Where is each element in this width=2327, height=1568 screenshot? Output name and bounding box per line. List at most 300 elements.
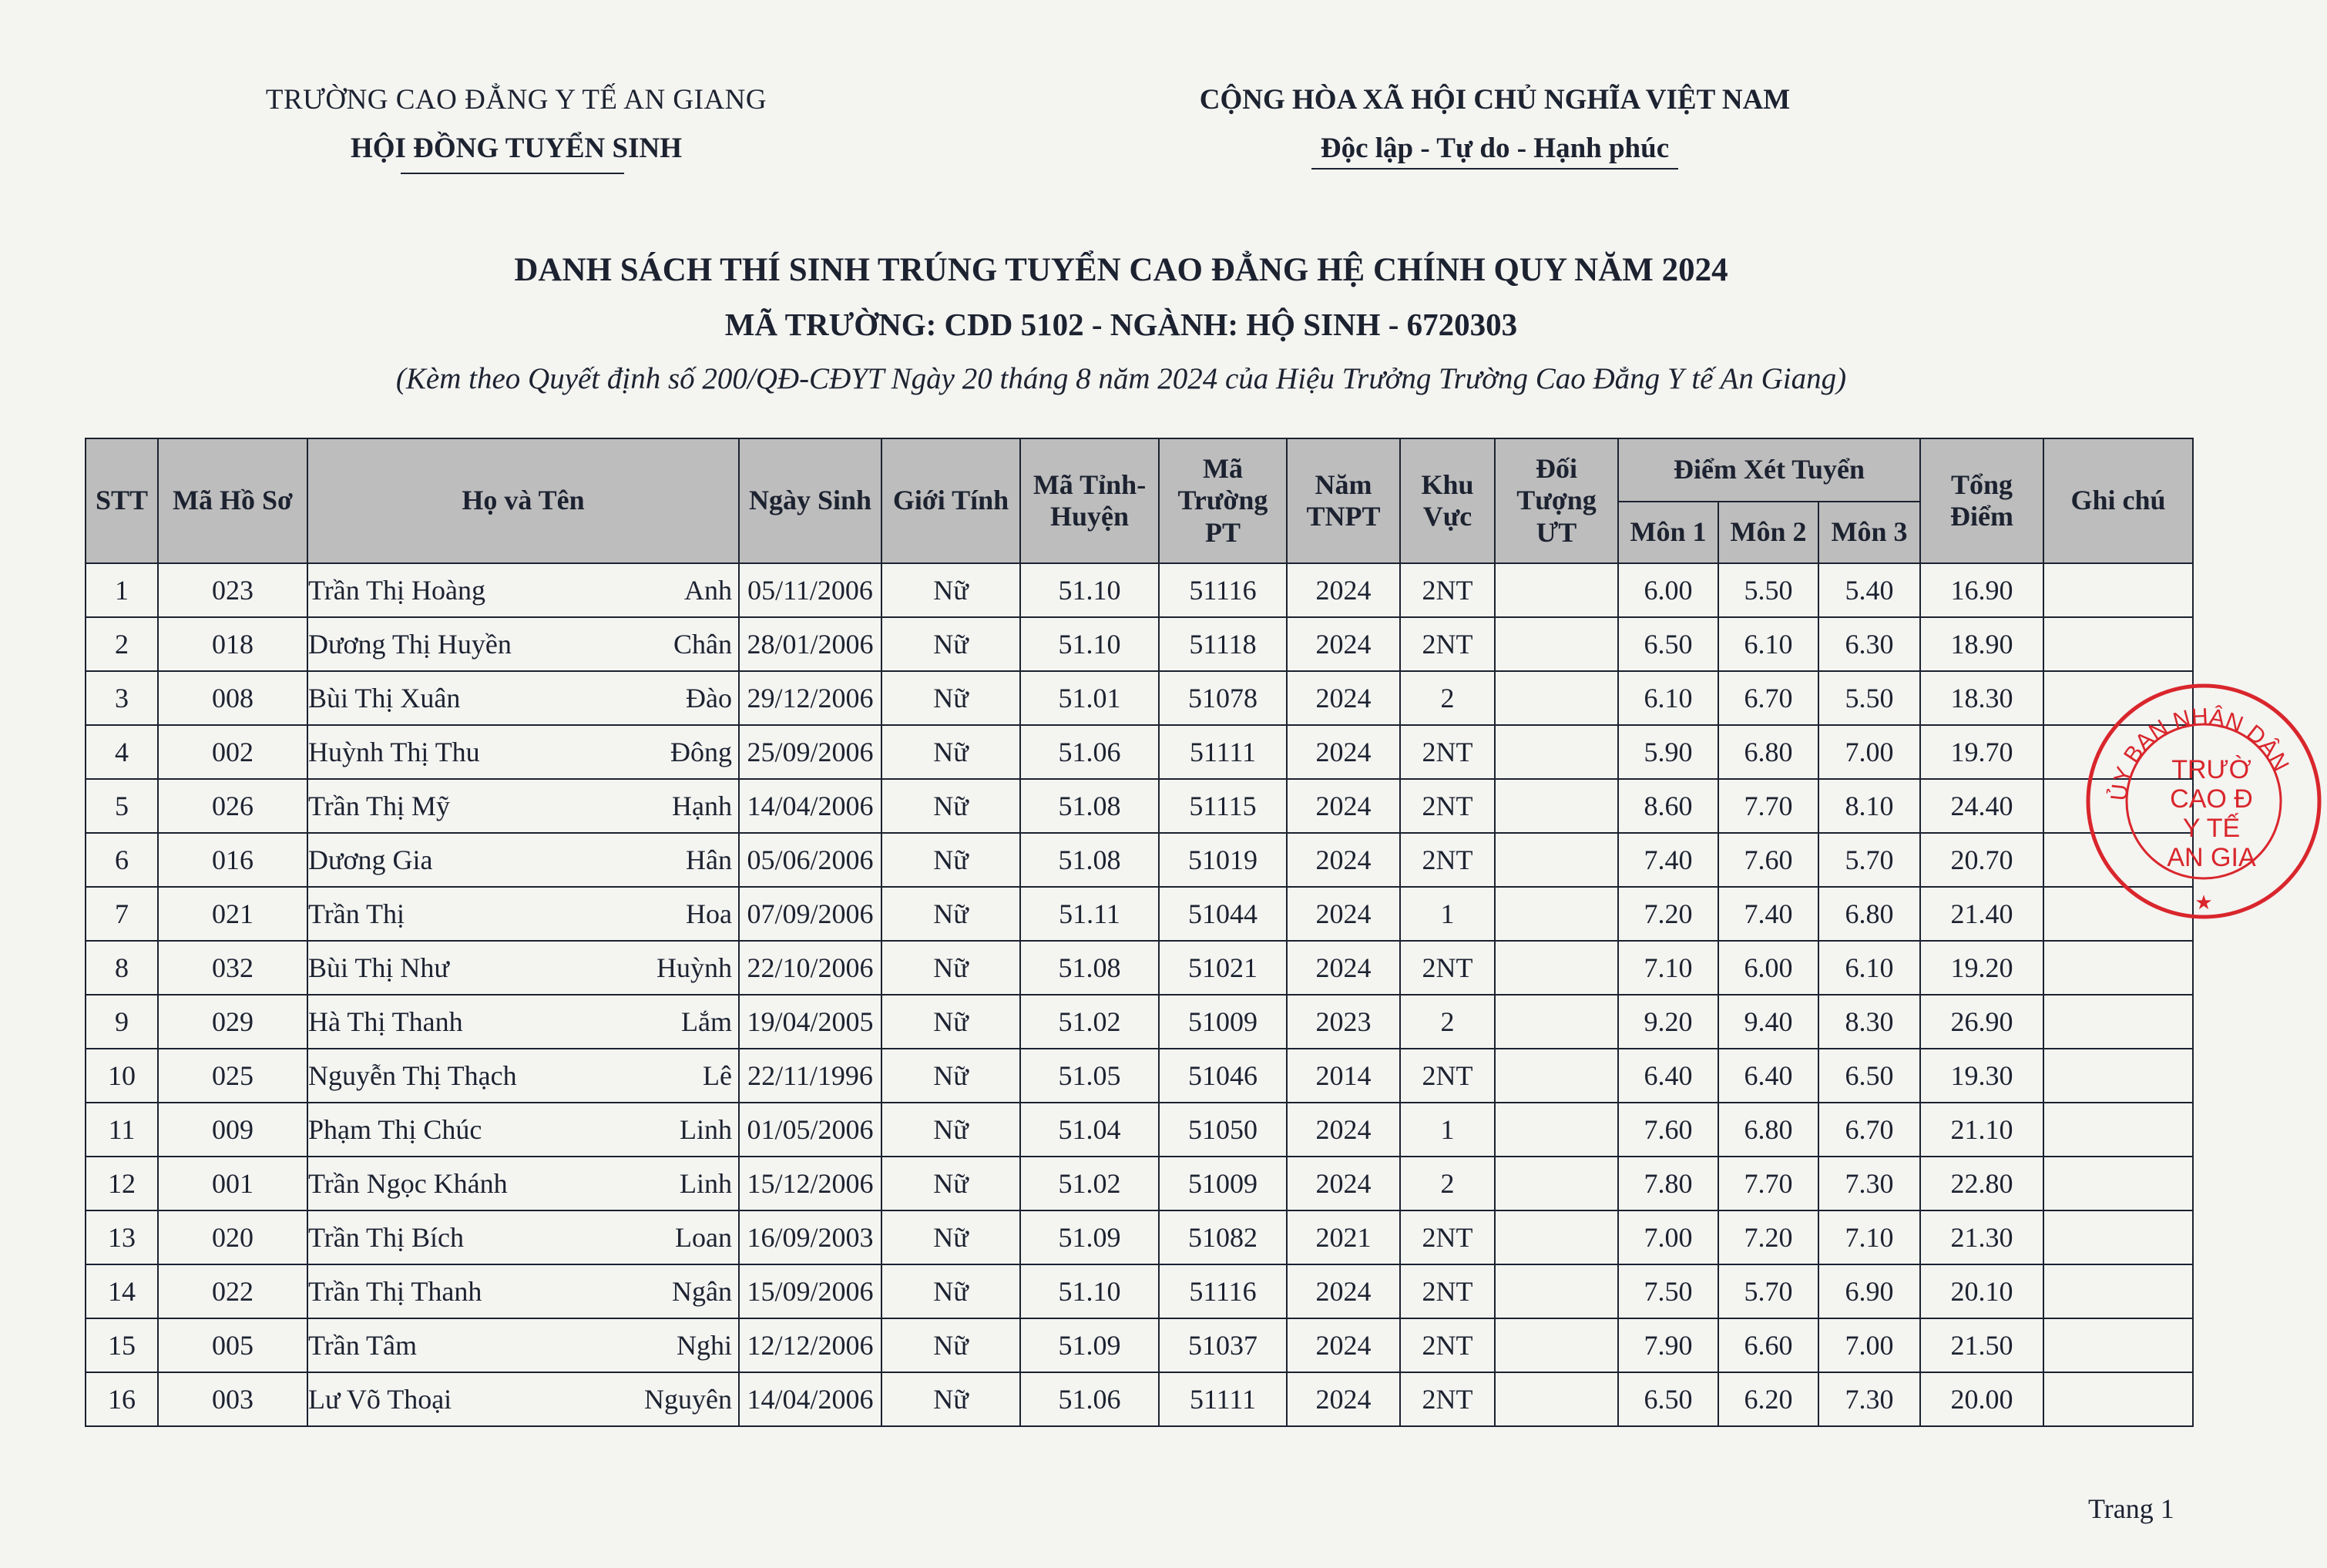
cell-priority	[1495, 563, 1618, 617]
table-row	[86, 1103, 2193, 1157]
cell-school: 51115	[1159, 779, 1287, 833]
cell-full-name	[307, 1157, 739, 1210]
cell-m1: 6.10	[1618, 671, 1718, 725]
cell-district: 51.10	[1020, 617, 1159, 671]
republic-header	[1102, 83, 1888, 170]
cell-dob: 22/11/1996	[739, 1049, 881, 1103]
admission-table	[85, 438, 2194, 1427]
col-khu-vuc: Khu Vực	[1400, 438, 1495, 563]
cell-year: 2024	[1287, 779, 1400, 833]
cell-m2: 7.70	[1718, 1157, 1818, 1210]
council-name: HỘI ĐỒNG TUYỂN SINH	[350, 133, 683, 164]
cell-district: 51.10	[1020, 1264, 1159, 1318]
cell-m3: 5.70	[1818, 833, 1920, 887]
cell-m2: 7.20	[1718, 1210, 1818, 1264]
cell-school: 51009	[1159, 995, 1287, 1049]
cell-note	[2043, 1049, 2193, 1103]
cell-full-name	[307, 1103, 739, 1157]
cell-full-name	[307, 563, 739, 617]
cell-m3: 7.00	[1818, 1318, 1920, 1372]
cell-dob: 14/04/2006	[739, 1372, 881, 1426]
cell-total: 26.90	[1920, 995, 2043, 1049]
cell-m1: 6.40	[1618, 1049, 1718, 1103]
cell-school: 51078	[1159, 671, 1287, 725]
cell-code: 003	[158, 1372, 307, 1426]
cell-total: 21.10	[1920, 1103, 2043, 1157]
cell-area: 2NT	[1400, 617, 1495, 671]
cell-district: 51.09	[1020, 1318, 1159, 1372]
cell-note	[2043, 1103, 2193, 1157]
cell-m3: 5.40	[1818, 563, 1920, 617]
table-row	[86, 617, 2193, 671]
cell-school: 51116	[1159, 563, 1287, 617]
cell-full-name	[307, 671, 739, 725]
cell-area: 2NT	[1400, 563, 1495, 617]
table-row	[86, 1210, 2193, 1264]
cell-m1: 5.90	[1618, 725, 1718, 779]
cell-school: 51116	[1159, 1264, 1287, 1318]
cell-stt: 4	[86, 725, 158, 779]
cell-stt: 12	[86, 1157, 158, 1210]
seal-line-2: CAO Đ	[2170, 784, 2253, 814]
cell-ten: Đông	[670, 737, 732, 767]
cell-dob: 15/12/2006	[739, 1157, 881, 1210]
col-gioi-tinh: Giới Tính	[881, 438, 1020, 563]
cell-ho: Trần Thị Thanh	[308, 1276, 482, 1307]
cell-sex: Nữ	[881, 671, 1020, 725]
cell-m1: 7.10	[1618, 941, 1718, 995]
cell-stt: 16	[86, 1372, 158, 1426]
cell-m3: 7.30	[1818, 1372, 1920, 1426]
school-name: TRƯỜNG CAO ĐẲNG Y TẾ AN GIANG	[265, 84, 767, 116]
cell-ten: Linh	[680, 1114, 732, 1145]
cell-code: 002	[158, 725, 307, 779]
cell-total: 24.40	[1920, 779, 2043, 833]
cell-priority	[1495, 1264, 1618, 1318]
cell-total: 19.20	[1920, 941, 2043, 995]
cell-ten: Ngân	[672, 1276, 732, 1307]
cell-m2: 6.00	[1718, 941, 1818, 995]
cell-m3: 6.30	[1818, 617, 1920, 671]
cell-year: 2024	[1287, 941, 1400, 995]
cell-priority	[1495, 725, 1618, 779]
cell-dob: 07/09/2006	[739, 887, 881, 941]
cell-full-name	[307, 1049, 739, 1103]
cell-stt: 11	[86, 1103, 158, 1157]
table-row	[86, 887, 2193, 941]
cell-total: 21.30	[1920, 1210, 2043, 1264]
cell-priority	[1495, 671, 1618, 725]
cell-sex: Nữ	[881, 1049, 1020, 1103]
cell-district: 51.06	[1020, 1372, 1159, 1426]
cell-m2: 6.70	[1718, 671, 1818, 725]
col-ma-ho-so: Mã Hồ Sơ	[158, 438, 307, 563]
cell-district: 51.06	[1020, 725, 1159, 779]
cell-full-name	[307, 941, 739, 995]
cell-total: 16.90	[1920, 563, 2043, 617]
cell-sex: Nữ	[881, 1372, 1020, 1426]
cell-year: 2024	[1287, 563, 1400, 617]
col-diem-xet-tuyen: Điểm Xét Tuyển	[1618, 438, 1920, 502]
cell-sex: Nữ	[881, 833, 1020, 887]
official-seal	[2080, 678, 2327, 925]
cell-ho: Dương Thị Huyền	[308, 629, 512, 660]
cell-stt: 10	[86, 1049, 158, 1103]
cell-full-name	[307, 1264, 739, 1318]
col-ma-tinh-huyen: Mã Tỉnh-Huyện	[1020, 438, 1159, 563]
cell-year: 2024	[1287, 833, 1400, 887]
cell-total: 21.50	[1920, 1318, 2043, 1372]
col-mon-1: Môn 1	[1618, 502, 1718, 563]
cell-m1: 7.90	[1618, 1318, 1718, 1372]
cell-m1: 7.50	[1618, 1264, 1718, 1318]
cell-m2: 6.40	[1718, 1049, 1818, 1103]
cell-code: 008	[158, 671, 307, 725]
cell-full-name	[307, 617, 739, 671]
seal-arc-text: ỦY BAN NHÂN DÂN	[2106, 703, 2294, 802]
cell-ten: Nguyên	[644, 1384, 732, 1415]
cell-stt: 7	[86, 887, 158, 941]
cell-dob: 22/10/2006	[739, 941, 881, 995]
col-stt: STT	[86, 438, 158, 563]
cell-m3: 7.10	[1818, 1210, 1920, 1264]
cell-code: 016	[158, 833, 307, 887]
cell-school: 51111	[1159, 725, 1287, 779]
table-row	[86, 995, 2193, 1049]
cell-district: 51.02	[1020, 995, 1159, 1049]
cell-year: 2024	[1287, 725, 1400, 779]
cell-dob: 16/09/2003	[739, 1210, 881, 1264]
cell-m3: 5.50	[1818, 671, 1920, 725]
cell-ho: Phạm Thị Chúc	[308, 1114, 482, 1145]
cell-note	[2043, 1210, 2193, 1264]
cell-area: 2NT	[1400, 725, 1495, 779]
cell-m1: 6.50	[1618, 617, 1718, 671]
cell-stt: 8	[86, 941, 158, 995]
cell-ten: Hoa	[686, 898, 732, 929]
cell-district: 51.08	[1020, 833, 1159, 887]
cell-ho: Bùi Thị Như	[308, 952, 449, 983]
cell-dob: 15/09/2006	[739, 1264, 881, 1318]
cell-ten: Anh	[684, 575, 732, 606]
table-row	[86, 833, 2193, 887]
cell-year: 2021	[1287, 1210, 1400, 1264]
cell-stt: 5	[86, 779, 158, 833]
col-doi-tuong-ut: Đối Tượng ƯT	[1495, 438, 1618, 563]
cell-m2: 6.80	[1718, 1103, 1818, 1157]
cell-ho: Bùi Thị Xuân	[308, 683, 461, 713]
table-row	[86, 563, 2193, 617]
cell-district: 51.10	[1020, 563, 1159, 617]
cell-m2: 6.20	[1718, 1372, 1818, 1426]
cell-priority	[1495, 779, 1618, 833]
cell-district: 51.02	[1020, 1157, 1159, 1210]
cell-priority	[1495, 1157, 1618, 1210]
cell-total: 18.30	[1920, 671, 2043, 725]
cell-stt: 6	[86, 833, 158, 887]
table-row	[86, 779, 2193, 833]
cell-total: 20.70	[1920, 833, 2043, 887]
cell-stt: 14	[86, 1264, 158, 1318]
cell-ho: Hà Thị Thanh	[308, 1006, 463, 1037]
cell-year: 2024	[1287, 617, 1400, 671]
cell-year: 2014	[1287, 1049, 1400, 1103]
cell-ten: Huỳnh	[656, 952, 732, 983]
cell-total: 19.70	[1920, 725, 2043, 779]
cell-code: 009	[158, 1103, 307, 1157]
cell-school: 51019	[1159, 833, 1287, 887]
cell-district: 51.11	[1020, 887, 1159, 941]
cell-full-name	[307, 1372, 739, 1426]
cell-school: 51050	[1159, 1103, 1287, 1157]
cell-priority	[1495, 617, 1618, 671]
cell-area: 2NT	[1400, 833, 1495, 887]
table-body	[86, 563, 2193, 1426]
cell-ten: Chân	[673, 629, 732, 660]
cell-total: 20.00	[1920, 1372, 2043, 1426]
cell-ten: Hạnh	[672, 791, 732, 821]
cell-ten: Hân	[686, 844, 732, 875]
col-ghi-chu: Ghi chú	[2043, 438, 2193, 563]
col-ma-truong-pt: Mã Trường PT	[1159, 438, 1287, 563]
cell-ho: Dương Gia	[308, 844, 433, 875]
cell-ten: Lê	[703, 1060, 732, 1091]
cell-ho: Huỳnh Thị Thu	[308, 737, 480, 767]
cell-note	[2043, 1264, 2193, 1318]
table-row	[86, 1372, 2193, 1426]
cell-code: 001	[158, 1157, 307, 1210]
cell-school: 51111	[1159, 1372, 1287, 1426]
cell-area: 2NT	[1400, 779, 1495, 833]
cell-total: 22.80	[1920, 1157, 2043, 1210]
document-note: (Kèm theo Quyết định số 200/QĐ-CĐYT Ngày 20 tháng 8 năm 2024 của Hiệu Trưởng Trường Cao Đẳng Y tế An Giang)	[395, 362, 1847, 395]
cell-sex: Nữ	[881, 995, 1020, 1049]
cell-priority	[1495, 887, 1618, 941]
cell-sex: Nữ	[881, 1103, 1020, 1157]
col-ngay-sinh: Ngày Sinh	[739, 438, 881, 563]
cell-m1: 6.00	[1618, 563, 1718, 617]
cell-note	[2043, 1157, 2193, 1210]
cell-school: 51118	[1159, 617, 1287, 671]
cell-year: 2024	[1287, 1103, 1400, 1157]
cell-m2: 6.10	[1718, 617, 1818, 671]
cell-m2: 7.70	[1718, 779, 1818, 833]
table-row	[86, 1049, 2193, 1103]
cell-code: 029	[158, 995, 307, 1049]
cell-m3: 6.90	[1818, 1264, 1920, 1318]
cell-full-name	[307, 887, 739, 941]
cell-ho: Trần Thị	[308, 898, 405, 929]
cell-area: 2	[1400, 1157, 1495, 1210]
cell-area: 2	[1400, 671, 1495, 725]
cell-m1: 6.50	[1618, 1372, 1718, 1426]
cell-dob: 05/11/2006	[739, 563, 881, 617]
cell-stt: 2	[86, 617, 158, 671]
cell-dob: 01/05/2006	[739, 1103, 881, 1157]
cell-year: 2023	[1287, 995, 1400, 1049]
cell-m1: 9.20	[1618, 995, 1718, 1049]
cell-area: 2NT	[1400, 1318, 1495, 1372]
cell-year: 2024	[1287, 1372, 1400, 1426]
cell-m2: 9.40	[1718, 995, 1818, 1049]
cell-stt: 9	[86, 995, 158, 1049]
page-number: Trang 1	[2088, 1493, 2174, 1524]
cell-sex: Nữ	[881, 1318, 1020, 1372]
seal-line-1: TRƯỜ	[2171, 755, 2251, 784]
cell-note	[2043, 941, 2193, 995]
cell-stt: 3	[86, 671, 158, 725]
cell-full-name	[307, 833, 739, 887]
col-tong-diem: Tổng Điểm	[1920, 438, 2043, 563]
cell-code: 020	[158, 1210, 307, 1264]
table-row	[86, 1318, 2193, 1372]
cell-m3: 6.50	[1818, 1049, 1920, 1103]
republic-name: CỘNG HÒA XÃ HỘI CHỦ NGHĨA VIỆT NAM	[1199, 84, 1791, 116]
cell-area: 1	[1400, 1103, 1495, 1157]
seal-line-4: AN GIA	[2167, 843, 2256, 872]
col-nam-tnpt: Năm TNPT	[1287, 438, 1400, 563]
cell-code: 026	[158, 779, 307, 833]
cell-area: 2NT	[1400, 941, 1495, 995]
table-row	[86, 671, 2193, 725]
cell-code: 021	[158, 887, 307, 941]
cell-m1: 7.60	[1618, 1103, 1718, 1157]
cell-dob: 19/04/2005	[739, 995, 881, 1049]
cell-ho: Trần Thị Bích	[308, 1222, 465, 1253]
cell-area: 2	[1400, 995, 1495, 1049]
cell-year: 2024	[1287, 1264, 1400, 1318]
cell-dob: 12/12/2006	[739, 1318, 881, 1372]
cell-sex: Nữ	[881, 1264, 1020, 1318]
cell-m1: 7.00	[1618, 1210, 1718, 1264]
cell-priority	[1495, 1049, 1618, 1103]
cell-m3: 8.30	[1818, 995, 1920, 1049]
cell-sex: Nữ	[881, 1157, 1020, 1210]
cell-m2: 6.60	[1718, 1318, 1818, 1372]
cell-sex: Nữ	[881, 725, 1020, 779]
cell-ten: Lắm	[681, 1006, 732, 1037]
cell-m3: 7.00	[1818, 725, 1920, 779]
document-title: DANH SÁCH THÍ SINH TRÚNG TUYỂN CAO ĐẲNG HỆ CHÍNH QUY NĂM 2024	[514, 252, 1728, 288]
cell-sex: Nữ	[881, 563, 1020, 617]
cell-area: 2NT	[1400, 1372, 1495, 1426]
cell-note	[2043, 1372, 2193, 1426]
cell-m1: 7.80	[1618, 1157, 1718, 1210]
cell-area: 2NT	[1400, 1049, 1495, 1103]
cell-school: 51046	[1159, 1049, 1287, 1103]
table-row	[86, 1157, 2193, 1210]
cell-priority	[1495, 833, 1618, 887]
cell-stt: 15	[86, 1318, 158, 1372]
cell-code: 018	[158, 617, 307, 671]
cell-sex: Nữ	[881, 1210, 1020, 1264]
cell-code: 022	[158, 1264, 307, 1318]
cell-priority	[1495, 941, 1618, 995]
cell-school: 51082	[1159, 1210, 1287, 1264]
table-row	[86, 725, 2193, 779]
seal-line-3: Y TẾ	[2182, 814, 2241, 843]
cell-stt: 13	[86, 1210, 158, 1264]
cell-full-name	[307, 779, 739, 833]
cell-sex: Nữ	[881, 887, 1020, 941]
col-mon-2: Môn 2	[1718, 502, 1818, 563]
cell-school: 51009	[1159, 1157, 1287, 1210]
cell-total: 20.10	[1920, 1264, 2043, 1318]
cell-m3: 6.70	[1818, 1103, 1920, 1157]
cell-year: 2024	[1287, 887, 1400, 941]
cell-m3: 7.30	[1818, 1157, 1920, 1210]
cell-school: 51021	[1159, 941, 1287, 995]
cell-full-name	[307, 725, 739, 779]
cell-ten: Loan	[675, 1222, 732, 1253]
cell-dob: 28/01/2006	[739, 617, 881, 671]
cell-stt: 1	[86, 563, 158, 617]
cell-district: 51.08	[1020, 941, 1159, 995]
cell-area: 2NT	[1400, 1210, 1495, 1264]
cell-m3: 6.10	[1818, 941, 1920, 995]
col-ho-va-ten: Họ và Tên	[307, 438, 739, 563]
cell-district: 51.01	[1020, 671, 1159, 725]
cell-district: 51.05	[1020, 1049, 1159, 1103]
cell-code: 025	[158, 1049, 307, 1103]
cell-sex: Nữ	[881, 941, 1020, 995]
cell-m1: 7.40	[1618, 833, 1718, 887]
cell-full-name	[307, 995, 739, 1049]
cell-year: 2024	[1287, 1318, 1400, 1372]
cell-year: 2024	[1287, 671, 1400, 725]
cell-sex: Nữ	[881, 617, 1020, 671]
cell-note	[2043, 995, 2193, 1049]
cell-code: 023	[158, 563, 307, 617]
cell-m2: 5.70	[1718, 1264, 1818, 1318]
cell-priority	[1495, 995, 1618, 1049]
cell-priority	[1495, 1372, 1618, 1426]
cell-ho: Lư Võ Thoại	[308, 1384, 452, 1415]
cell-area: 1	[1400, 887, 1495, 941]
cell-total: 21.40	[1920, 887, 2043, 941]
cell-ten: Nghi	[677, 1330, 732, 1361]
cell-district: 51.04	[1020, 1103, 1159, 1157]
cell-ho: Trần Thị Mỹ	[308, 791, 451, 821]
cell-m3: 8.10	[1818, 779, 1920, 833]
document-titles	[0, 251, 2242, 396]
school-header	[208, 83, 824, 165]
seal-star-icon: ★	[2194, 891, 2213, 914]
cell-ten: Linh	[680, 1168, 732, 1199]
cell-dob: 05/06/2006	[739, 833, 881, 887]
cell-priority	[1495, 1318, 1618, 1372]
cell-sex: Nữ	[881, 779, 1020, 833]
cell-dob: 29/12/2006	[739, 671, 881, 725]
cell-district: 51.09	[1020, 1210, 1159, 1264]
cell-m3: 6.80	[1818, 887, 1920, 941]
cell-total: 18.90	[1920, 617, 2043, 671]
cell-m2: 6.80	[1718, 725, 1818, 779]
cell-ten: Đào	[686, 683, 732, 713]
cell-m1: 7.20	[1618, 887, 1718, 941]
cell-m2: 7.40	[1718, 887, 1818, 941]
cell-ho: Trần Thị Hoàng	[308, 575, 486, 606]
cell-dob: 25/09/2006	[739, 725, 881, 779]
cell-priority	[1495, 1210, 1618, 1264]
table-row	[86, 1264, 2193, 1318]
cell-total: 19.30	[1920, 1049, 2043, 1103]
national-motto: Độc lập - Tự do - Hạnh phúc	[1311, 132, 1678, 170]
cell-m2: 7.60	[1718, 833, 1818, 887]
cell-year: 2024	[1287, 1157, 1400, 1210]
cell-m1: 8.60	[1618, 779, 1718, 833]
cell-m2: 5.50	[1718, 563, 1818, 617]
